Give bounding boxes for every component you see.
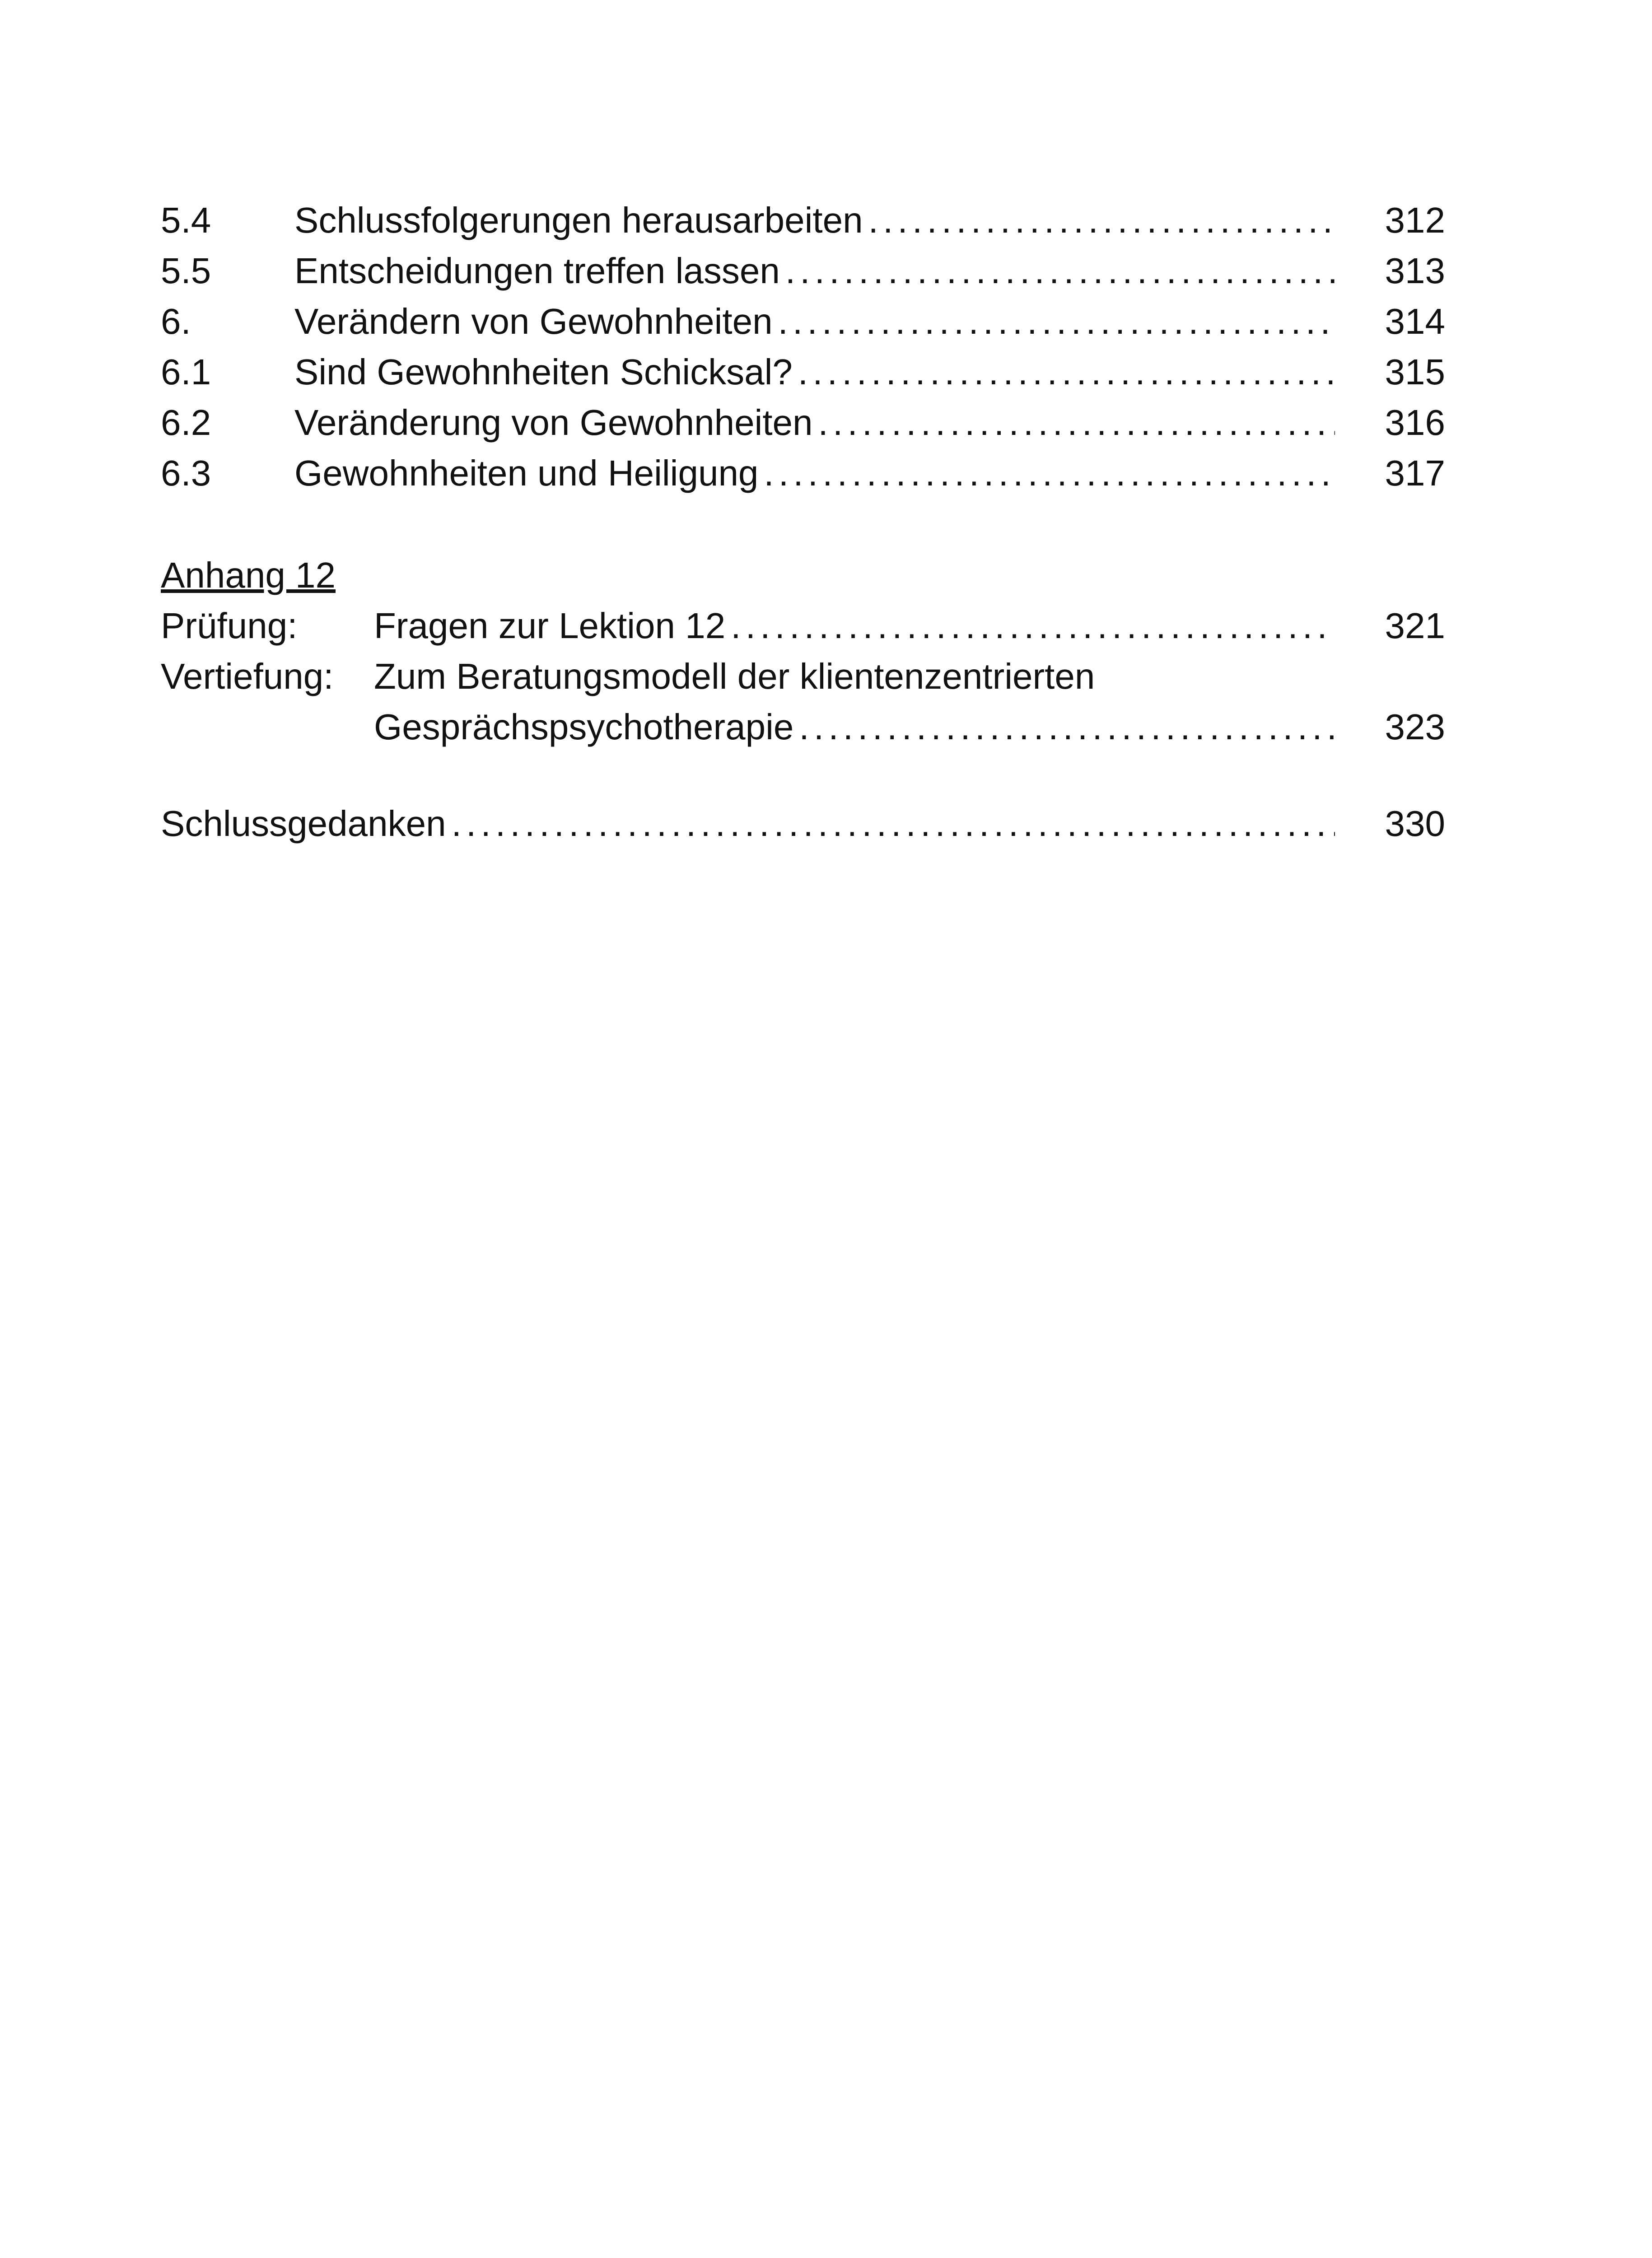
entry-page: 313 [1385,251,1445,291]
entry-number: 6.3 [161,453,211,493]
dot-leader [780,246,1335,296]
dot-leader [725,601,1335,651]
dot-leader [773,296,1335,347]
toc-entry[interactable] [161,448,1445,499]
toc-entry-deepening[interactable] [161,651,1445,702]
dot-leader [793,347,1335,397]
exam-page: 321 [1385,606,1445,646]
entry-title: Sind Gewohnheiten Schicksal? [294,352,793,392]
entry-title: Entscheidungen treffen lassen [294,251,780,291]
toc-entry[interactable] [161,246,1445,296]
deepening-label: Vertiefung: [161,656,334,696]
entry-page: 317 [1385,453,1445,493]
deepening-title-line1: Zum Beratungsmodell der klientenzentrierten [374,656,1095,696]
dot-leader [793,702,1335,752]
toc-entry-closing[interactable] [161,798,1445,849]
deepening-page: 323 [1385,707,1445,747]
appendix-heading-row [161,550,1445,601]
dot-leader [758,448,1335,499]
entry-title: Schlussfolgerungen herausarbeiten [294,200,863,240]
entry-page: 312 [1385,200,1445,240]
entry-number: 6. [161,301,191,341]
entry-title: Veränderung von Gewohnheiten [294,402,813,443]
entry-number: 6.2 [161,402,211,443]
appendix-heading: Anhang 12 [161,555,336,595]
toc-entry[interactable] [161,397,1445,448]
entry-title: Verändern von Gewohnheiten [294,301,773,341]
dot-leader [863,195,1335,246]
entry-title: Gewohnheiten und Heiligung [294,453,759,493]
entry-page: 314 [1385,301,1445,341]
toc-entry[interactable] [161,347,1445,397]
toc-entry-deepening-cont[interactable] [161,702,1445,752]
exam-label: Prüfung: [161,606,298,646]
entry-number: 5.4 [161,200,211,240]
entry-number: 5.5 [161,251,211,291]
toc-entry[interactable] [161,195,1445,246]
entry-page: 315 [1385,352,1445,392]
entry-number: 6.1 [161,352,211,392]
closing-title: Schlussgedanken [161,803,446,844]
dot-leader [446,798,1335,849]
toc-entry-exam[interactable] [161,601,1445,651]
toc-entry[interactable] [161,296,1445,347]
exam-title: Fragen zur Lektion 12 [374,606,726,646]
entry-page: 316 [1385,402,1445,443]
dot-leader [813,397,1335,448]
closing-page: 330 [1385,803,1445,844]
deepening-title-line2: Gesprächspsychotherapie [374,707,794,747]
